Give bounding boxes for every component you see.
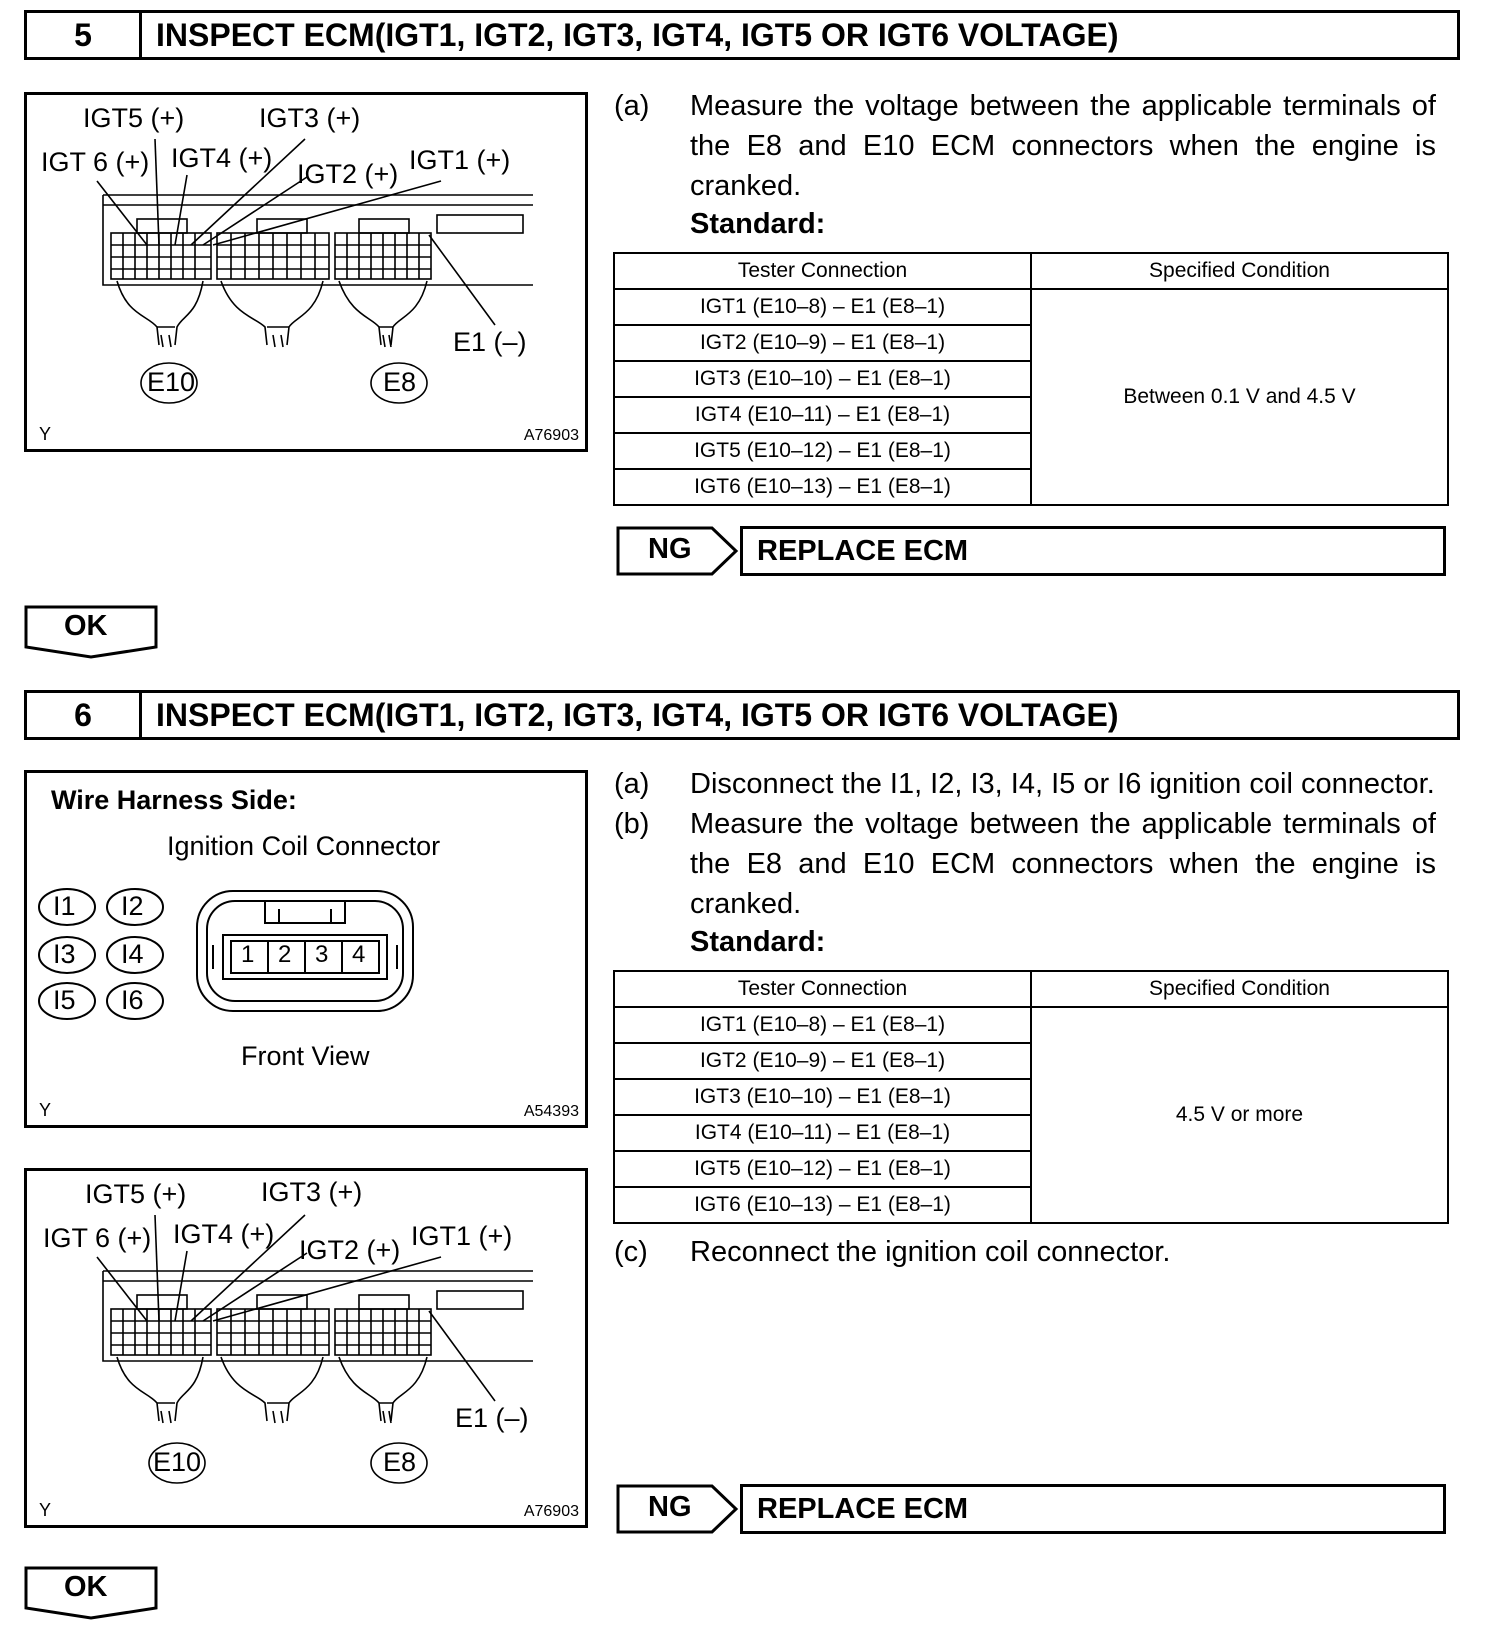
- step-title: INSPECT ECM(IGT1, IGT2, IGT3, IGT4, IGT5 OR IGT6 VOLTAGE): [156, 16, 1119, 53]
- coil-i4: I4: [121, 939, 144, 969]
- step-6-header: [24, 690, 1460, 740]
- igt6-label: IGT 6 (+): [41, 147, 150, 177]
- coil-i5: I5: [53, 985, 76, 1015]
- step-6-instruction-b: [614, 804, 1436, 924]
- figure-y-mark: Y: [39, 424, 52, 444]
- table-header: Tester Connection: [614, 971, 1031, 1007]
- igt5-label: IGT5 (+): [85, 1179, 187, 1209]
- ecm-connector-figure: [24, 92, 588, 452]
- step-number: 6: [27, 693, 142, 737]
- instruction-text: Reconnect the ignition coil connector.: [690, 1236, 1171, 1268]
- coil-subtitle: Ignition Coil Connector: [167, 831, 441, 861]
- table-cell: IGT2 (E10–9) – E1 (E8–1): [614, 325, 1031, 361]
- step-6-instruction-a: [614, 764, 1436, 804]
- figure-code: A54393: [523, 1103, 579, 1120]
- spec-table: [613, 970, 1449, 1224]
- coil-title: Wire Harness Side:: [51, 785, 297, 815]
- table-cell: IGT3 (E10–10) – E1 (E8–1): [614, 361, 1031, 397]
- e1-label: E1 (–): [453, 327, 527, 357]
- ng-badge: [616, 526, 740, 576]
- ng-label: NG: [648, 533, 692, 565]
- igt4-label: IGT4 (+): [171, 143, 273, 173]
- ng-action: REPLACE ECM: [740, 1484, 1446, 1534]
- e8-label: E8: [383, 1447, 417, 1477]
- table-cell: IGT6 (E10–13) – E1 (E8–1): [614, 469, 1031, 505]
- instruction-text: Measure the voltage between the applicable terminals of the E8 and E10 ECM connectors when the engine is cranked.: [690, 90, 1436, 202]
- ng-badge: [616, 1484, 740, 1534]
- step-5-header: [24, 10, 1460, 60]
- figure-code: A76903: [523, 1503, 579, 1520]
- ng-label: NG: [648, 1491, 692, 1523]
- standard-label: Standard:: [690, 208, 826, 240]
- figure-y-mark: Y: [39, 1100, 52, 1120]
- igt6-label: IGT 6 (+): [43, 1223, 152, 1253]
- table-cell: IGT5 (E10–12) – E1 (E8–1): [614, 1151, 1031, 1187]
- spec-table: [613, 252, 1449, 506]
- table-cell: IGT2 (E10–9) – E1 (E8–1): [614, 1043, 1031, 1079]
- ignition-coil-drawing: [27, 773, 585, 1125]
- ok-badge: [24, 1566, 158, 1620]
- table-cell: IGT3 (E10–10) – E1 (E8–1): [614, 1079, 1031, 1115]
- step-6-instruction-c: [614, 1232, 1436, 1272]
- table-header: Specified Condition: [1031, 253, 1448, 289]
- e10-label: E10: [147, 367, 196, 397]
- coil-i3: I3: [53, 939, 76, 969]
- connector-pin-2: 2: [278, 941, 292, 968]
- igt5-label: IGT5 (+): [83, 103, 185, 133]
- instruction-letter: (a): [614, 90, 650, 122]
- e1-label: E1 (–): [455, 1403, 529, 1433]
- figure-y-mark: Y: [39, 1500, 52, 1520]
- table-cell: IGT1 (E10–8) – E1 (E8–1): [614, 289, 1031, 325]
- igt1-label: IGT1 (+): [409, 145, 511, 175]
- step-5-instruction-a: [614, 86, 1436, 206]
- coil-i2: I2: [121, 891, 144, 921]
- instruction-text: Measure the voltage between the applicable terminals of the E8 and E10 ECM connectors when the engine is cranked.: [690, 808, 1436, 920]
- instruction-text: Disconnect the I1, I2, I3, I4, I5 or I6 ignition coil connector.: [690, 768, 1435, 800]
- table-cell: IGT6 (E10–13) – E1 (E8–1): [614, 1187, 1031, 1223]
- ignition-coil-figure: [24, 770, 588, 1128]
- table-cell: IGT1 (E10–8) – E1 (E8–1): [614, 1007, 1031, 1043]
- ng-action: REPLACE ECM: [740, 526, 1446, 576]
- instruction-letter: (c): [614, 1236, 648, 1268]
- table-cell: IGT4 (E10–11) – E1 (E8–1): [614, 1115, 1031, 1151]
- figure-code: A76903: [523, 427, 579, 444]
- step-number: 5: [27, 13, 142, 57]
- coil-i1: I1: [53, 891, 76, 921]
- igt4-label: IGT4 (+): [173, 1219, 275, 1249]
- instruction-letter: (a): [614, 768, 650, 800]
- table-condition: 4.5 V or more: [1031, 1007, 1448, 1223]
- front-view-label: Front View: [241, 1041, 370, 1071]
- igt3-label: IGT3 (+): [259, 103, 361, 133]
- table-header: Tester Connection: [614, 253, 1031, 289]
- e10-label: E10: [153, 1447, 202, 1477]
- standard-label: Standard:: [690, 926, 826, 958]
- ok-label: OK: [64, 610, 108, 642]
- igt2-label: IGT2 (+): [299, 1235, 401, 1265]
- igt3-label: IGT3 (+): [261, 1177, 363, 1207]
- igt2-label: IGT2 (+): [297, 159, 399, 189]
- table-cell: IGT4 (E10–11) – E1 (E8–1): [614, 397, 1031, 433]
- table-condition: Between 0.1 V and 4.5 V: [1031, 289, 1448, 505]
- table-header: Specified Condition: [1031, 971, 1448, 1007]
- ok-label: OK: [64, 1571, 108, 1603]
- coil-i6: I6: [121, 985, 144, 1015]
- connector-pin-3: 3: [315, 941, 329, 968]
- step-title: INSPECT ECM(IGT1, IGT2, IGT3, IGT4, IGT5 OR IGT6 VOLTAGE): [156, 696, 1119, 733]
- ok-badge: [24, 605, 158, 659]
- ecm-connector-figure: [24, 1168, 588, 1528]
- e8-label: E8: [383, 367, 417, 397]
- connector-pin-1: 1: [241, 941, 255, 968]
- table-cell: IGT5 (E10–12) – E1 (E8–1): [614, 433, 1031, 469]
- igt1-label: IGT1 (+): [411, 1221, 513, 1251]
- connector-pin-4: 4: [352, 941, 366, 968]
- instruction-letter: (b): [614, 808, 650, 840]
